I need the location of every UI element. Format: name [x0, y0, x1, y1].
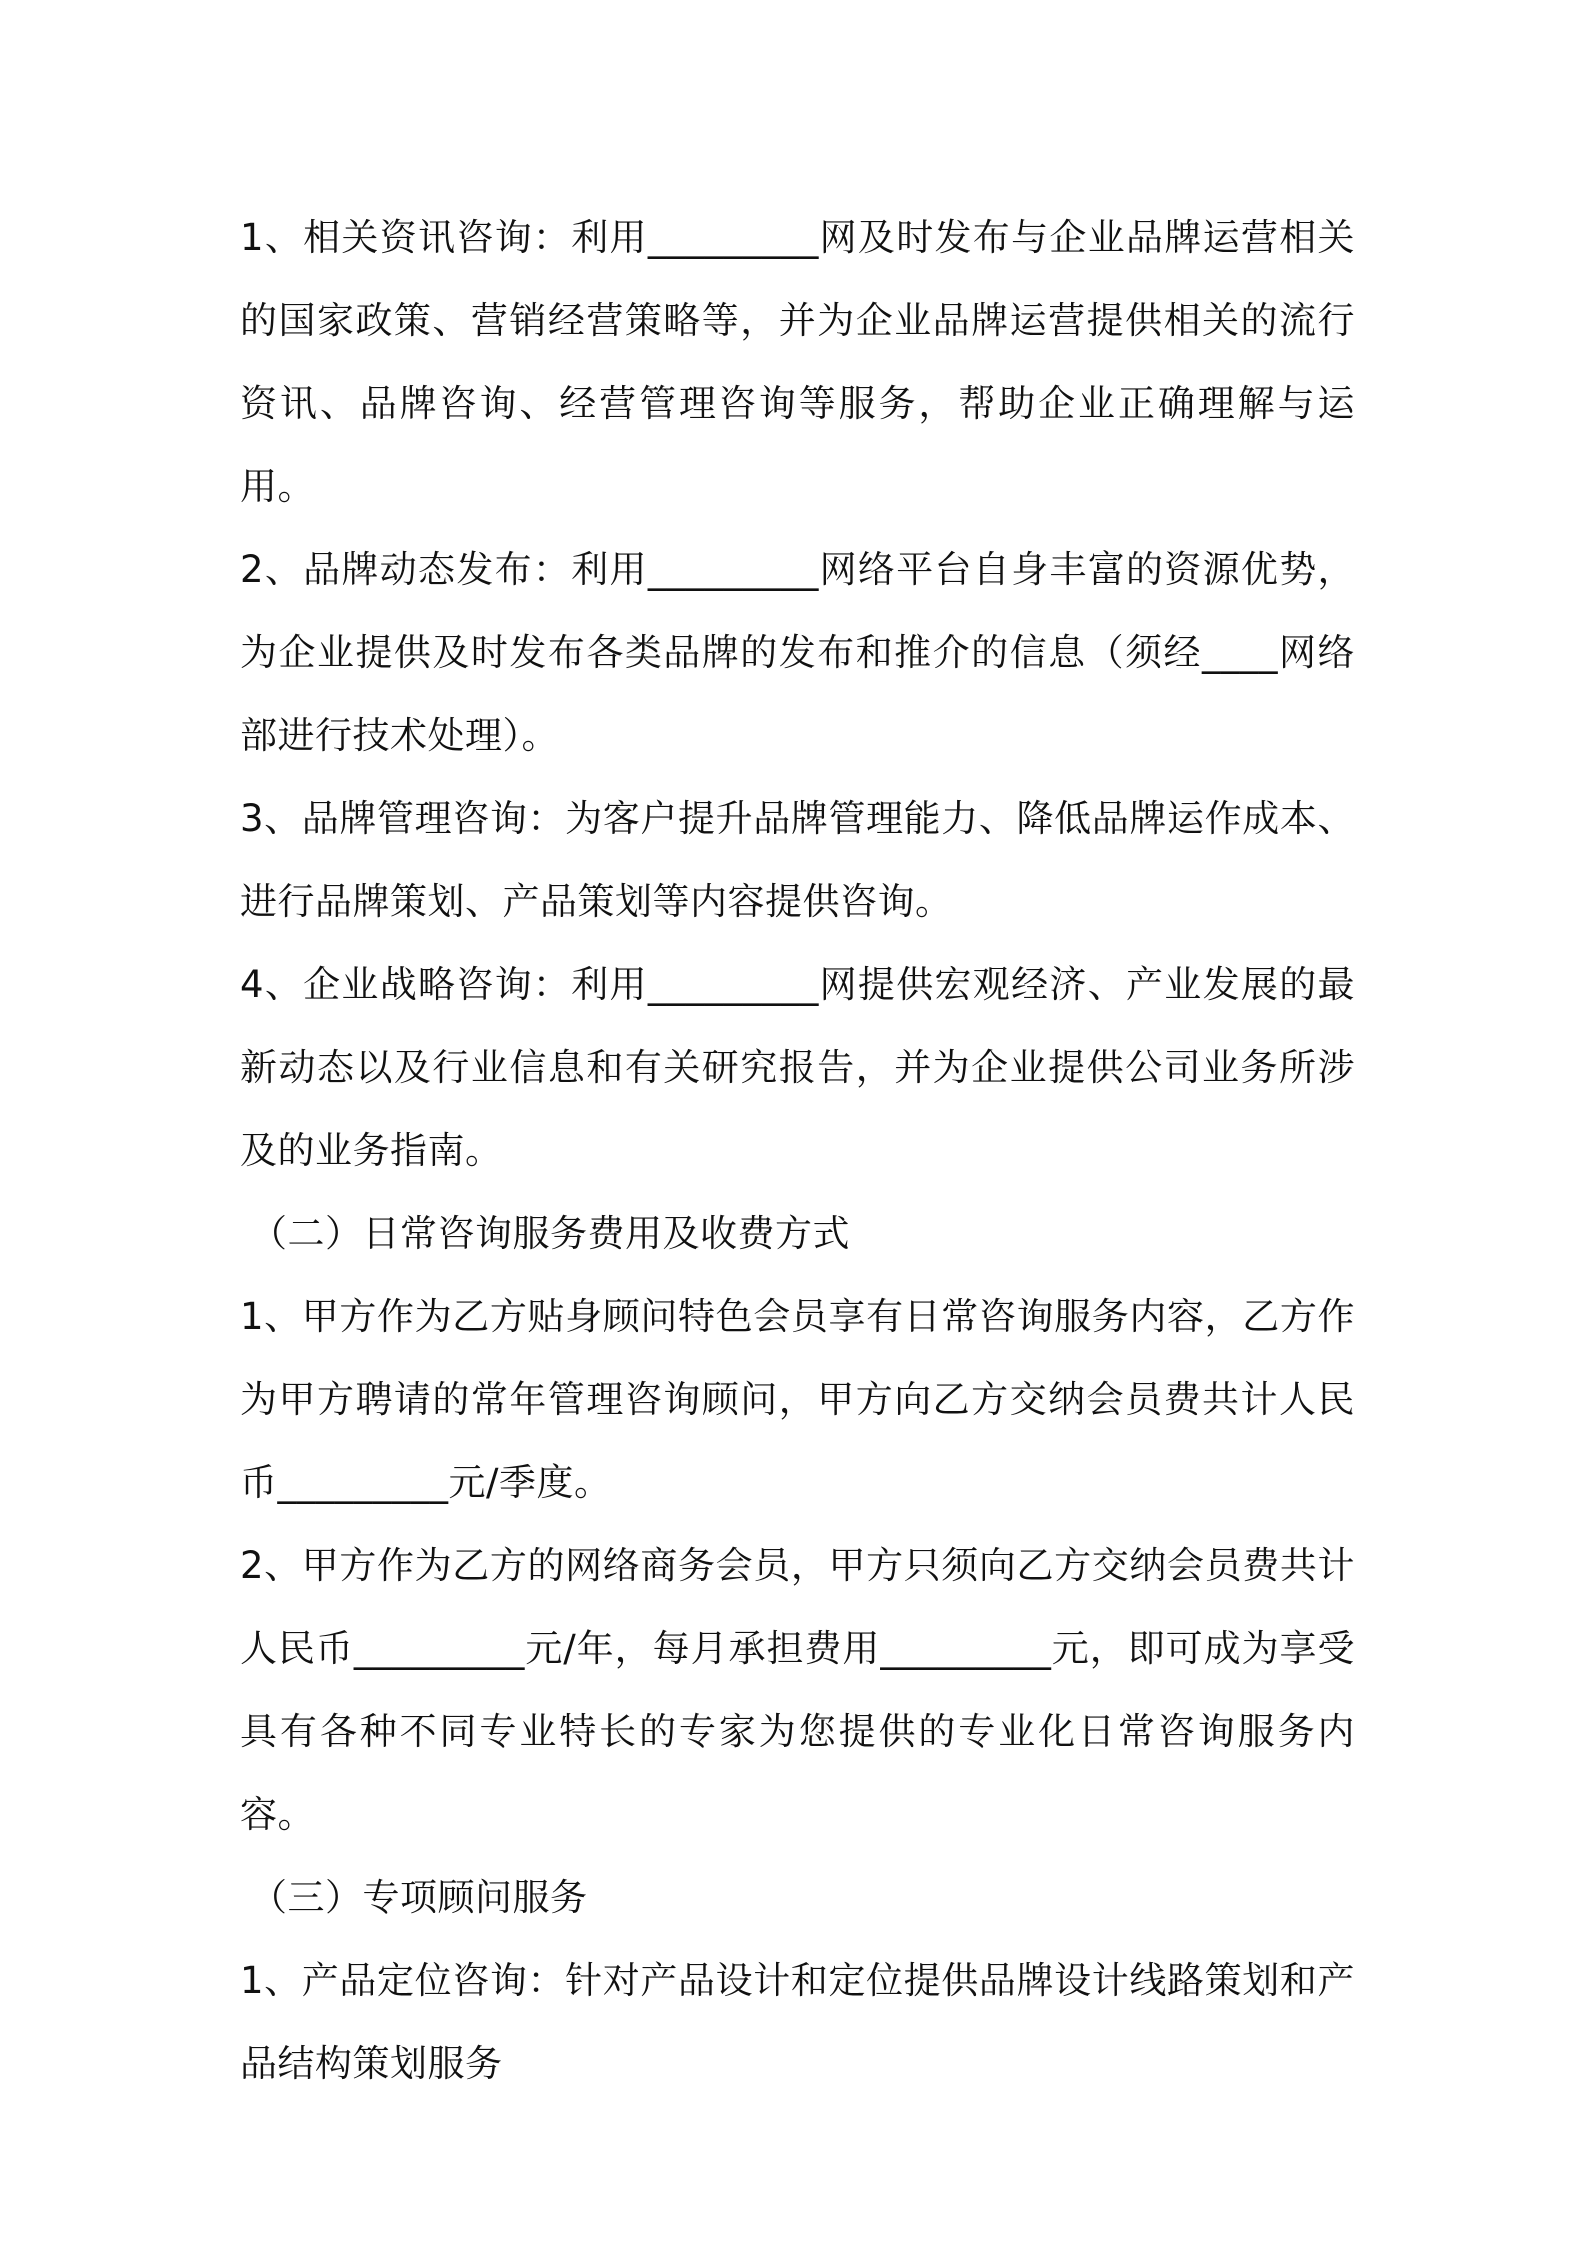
section-heading-special-services: （三）专项顾问服务 — [250, 1876, 588, 1919]
paragraph-info-consulting: 1、相关资讯咨询：利用_________网及时发布与企业品牌运营相关的国家政策、营销经营策略等，并为企业品牌运营提供相关的流行资讯、品牌咨询、经营管理咨询等服务，帮助企业正确理解与运用。 — [240, 216, 1355, 508]
section-heading-fees: （二）日常咨询服务费用及收费方式 — [250, 1212, 850, 1255]
paragraph-brand-release: 2、品牌动态发布：利用_________网络平台自身丰富的资源优势，为企业提供及时发布各类品牌的发布和推介的信息（须经____网络部进行技术处理）。 — [240, 548, 1355, 757]
paragraph-fee-quarterly: 1、甲方作为乙方贴身顾问特色会员享有日常咨询服务内容，乙方作为甲方聘请的常年管理咨询顾问，甲方向乙方交纳会员费共计人民币_________元/季度。 — [240, 1295, 1355, 1504]
paragraph-fee-annual: 2、甲方作为乙方的网络商务会员，甲方只须向乙方交纳会员费共计人民币_________元/年，每月承担费用_________元，即可成为享受具有各种不同专业特长的专家为您提供的专业化日常咨询服务内容。 — [240, 1544, 1355, 1836]
paragraph-strategy-consulting: 4、企业战略咨询：利用_________网提供宏观经济、产业发展的最新动态以及行业信息和有关研究报告，并为企业提供公司业务所涉及的业务指南。 — [240, 963, 1355, 1172]
paragraph-product-positioning: 1、产品定位咨询：针对产品设计和定位提供品牌设计线路策划和产品结构策划服务 — [240, 1959, 1355, 2085]
paragraph-brand-management: 3、品牌管理咨询：为客户提升品牌管理能力、降低品牌运作成本、进行品牌策划、产品策划等内容提供咨询。 — [240, 797, 1355, 923]
document-body — [240, 196, 1355, 2105]
